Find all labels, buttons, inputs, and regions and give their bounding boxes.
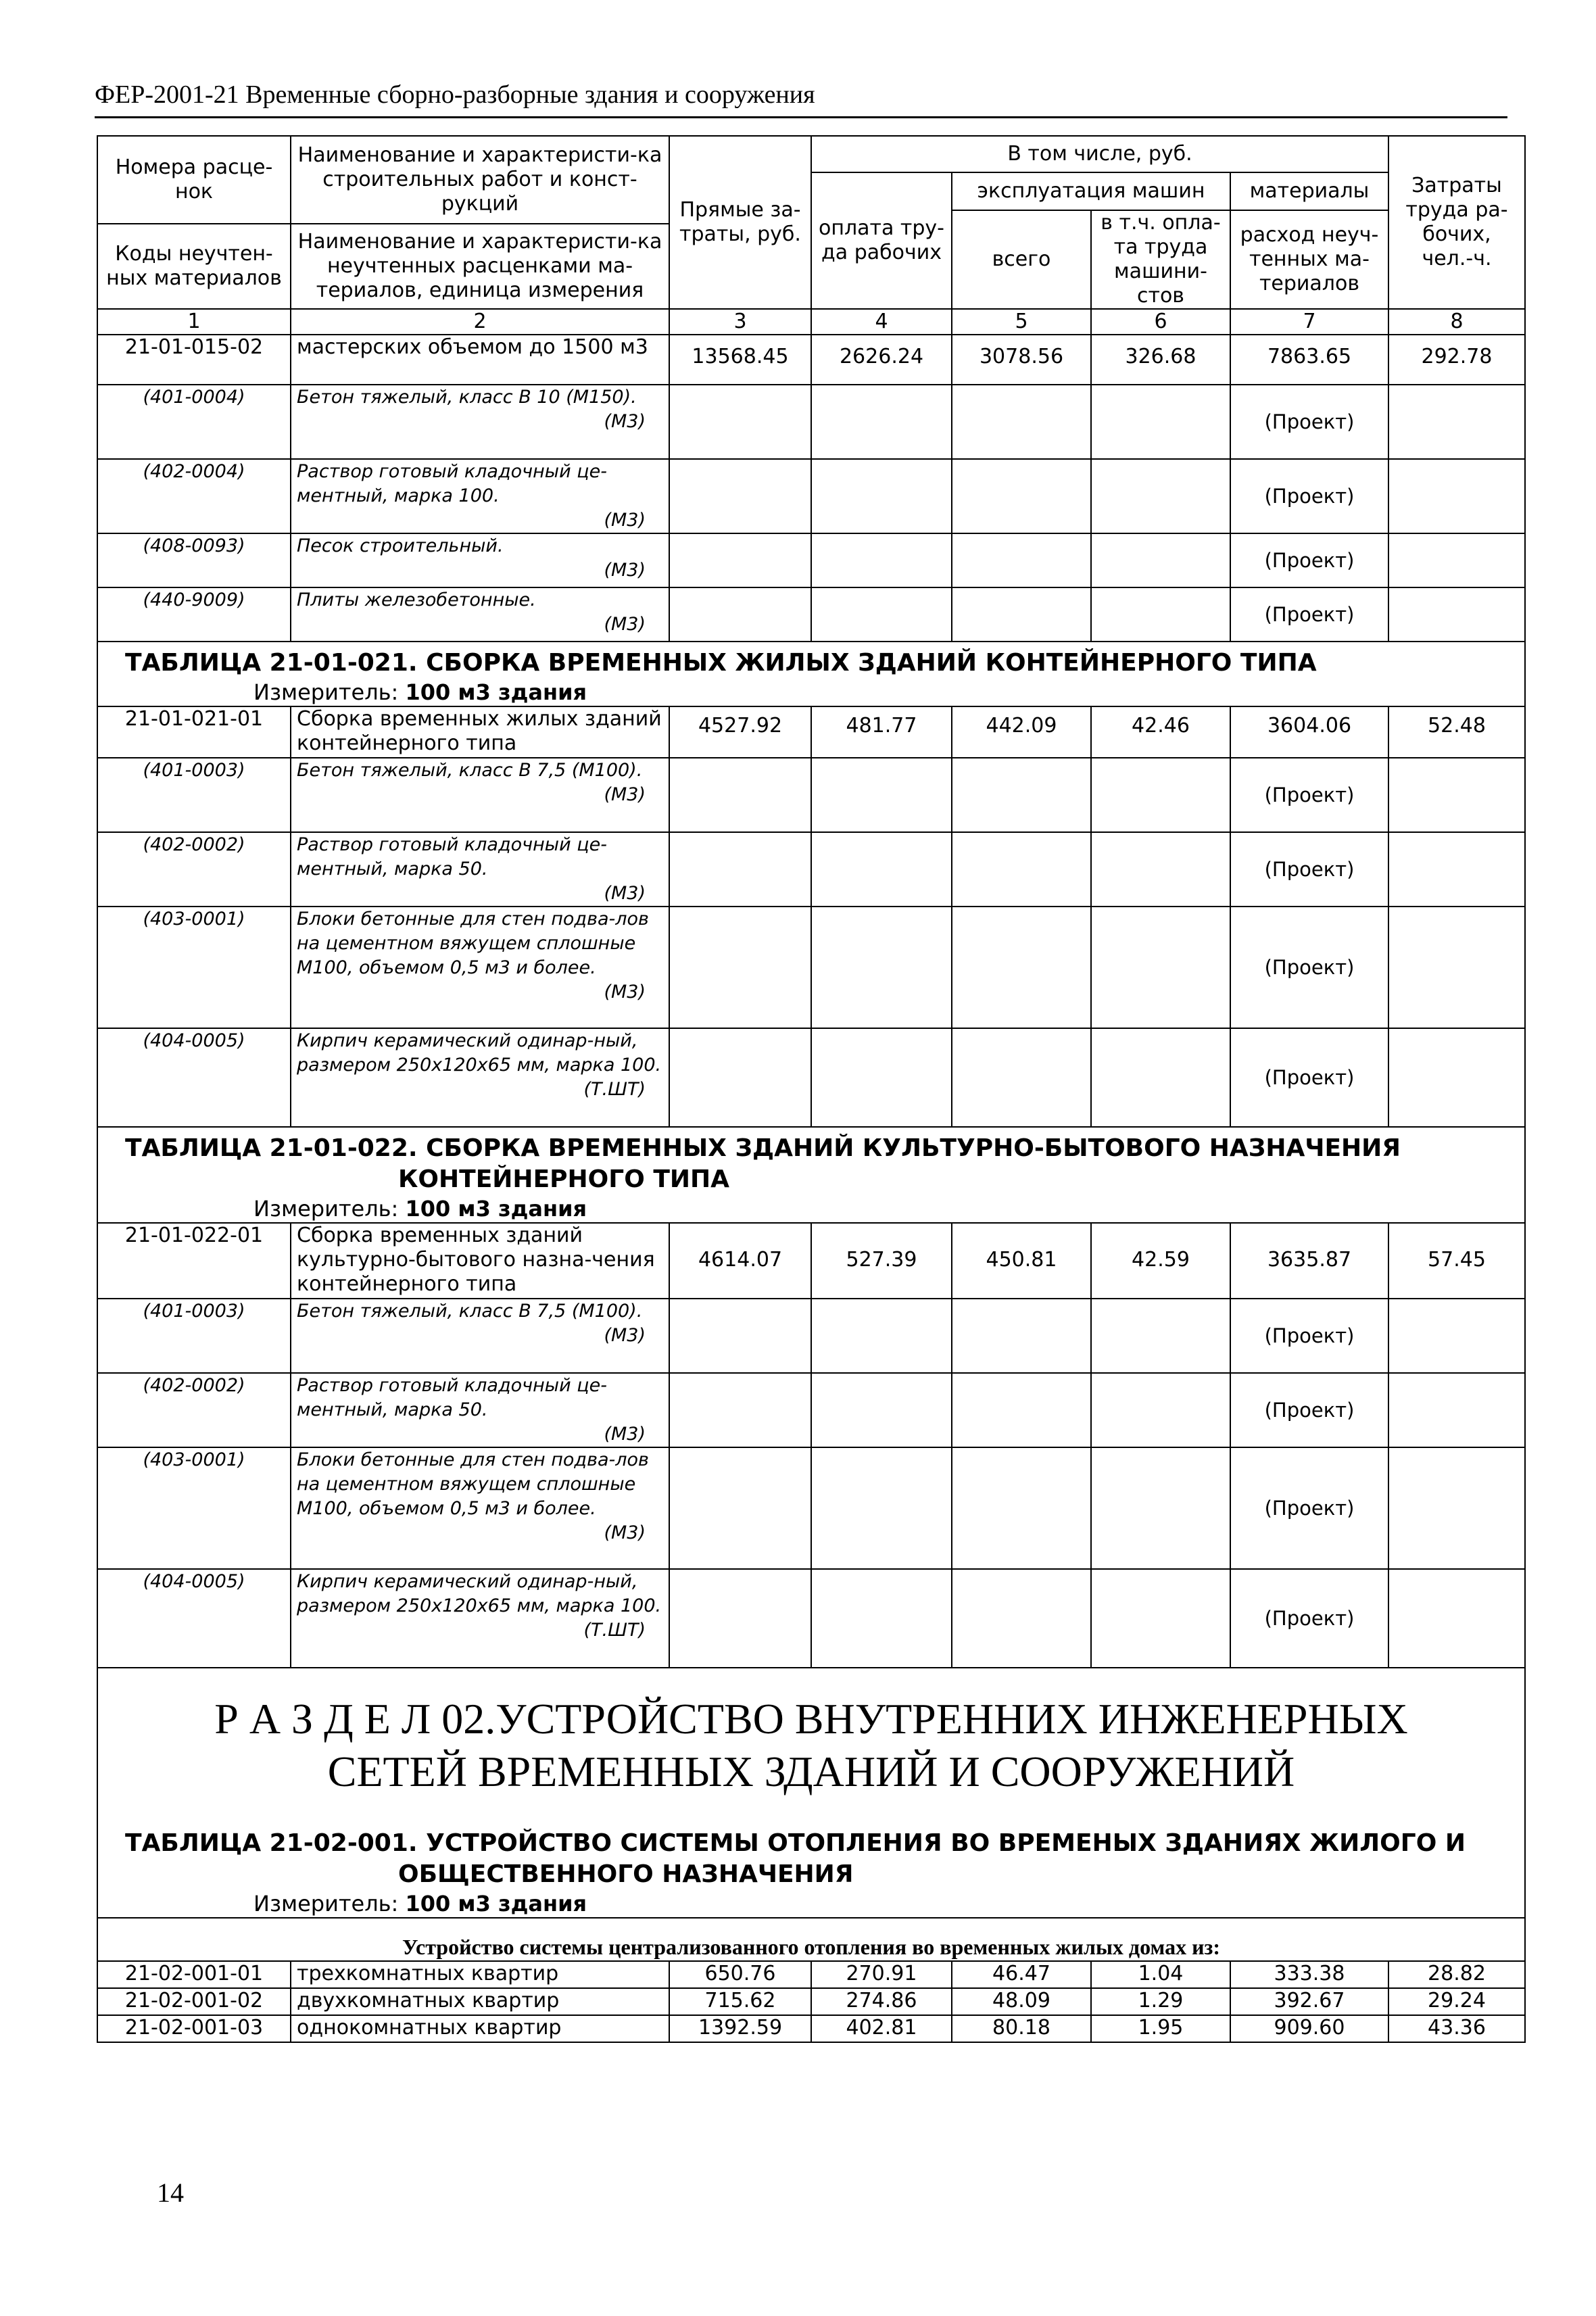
column-number: 1 <box>97 309 291 335</box>
table-title-line: КОНТЕЙНЕРНОГО ТИПА <box>398 1165 730 1193</box>
material-name-text: Кирпич керамический одинар-ный, размером 250х120х65 мм, марка 100. <box>297 1571 662 1616</box>
materials-value: 333.38 <box>1230 1961 1388 1988</box>
material-row <box>97 758 1525 832</box>
meter-value: 100 м3 здания <box>405 679 587 705</box>
material-name-text: Раствор готовый кладочный це-ментный, марка 100. <box>297 461 607 506</box>
material-unit: (М3) <box>604 411 646 432</box>
direct-costs-value: 650.76 <box>669 1961 811 1988</box>
labor-hours-value: 52.48 <box>1388 706 1525 758</box>
material-code: (402-0002) <box>97 832 291 907</box>
material-unit: (Т.ШТ) <box>583 1620 646 1641</box>
material-name <box>291 832 669 907</box>
material-project-value: (Проект) <box>1230 459 1388 533</box>
materials-value: 3604.06 <box>1230 706 1388 758</box>
material-code: (408-0093) <box>97 533 291 587</box>
rate-row <box>97 706 1525 758</box>
materials-value: 909.60 <box>1230 2015 1388 2042</box>
labor-hours-value: 43.36 <box>1388 2015 1525 2042</box>
direct-costs-value: 4527.92 <box>669 706 811 758</box>
machines-total-value: 48.09 <box>952 1988 1091 2015</box>
direct-costs-value: 4614.07 <box>669 1223 811 1299</box>
material-name <box>291 385 669 459</box>
section-row <box>97 1668 1525 1818</box>
material-project-value: (Проект) <box>1230 1299 1388 1373</box>
material-name <box>291 533 669 587</box>
rate-name: однокомнатных квартир <box>291 2015 669 2042</box>
header-direct-costs: Прямые за-траты, руб. <box>669 136 811 309</box>
machinist-pay-value: 1.95 <box>1091 2015 1230 2042</box>
material-code: (402-0004) <box>97 459 291 533</box>
table-subheader: Устройство системы централизованного отопления во временных жилых домах из: <box>97 1918 1525 1961</box>
column-number: 2 <box>291 309 669 335</box>
material-code: (440-9009) <box>97 587 291 642</box>
rate-code: 21-01-015-02 <box>97 335 291 385</box>
machinist-pay-value: 42.46 <box>1091 706 1230 758</box>
header-machinist-pay: в т.ч. опла-та труда машини-стов <box>1091 210 1230 309</box>
material-unit: (М3) <box>604 1522 646 1543</box>
rate-row <box>97 1988 1525 2015</box>
material-code: (403-0001) <box>97 1447 291 1569</box>
machinist-pay-value: 326.68 <box>1091 335 1230 385</box>
column-number: 5 <box>952 309 1091 335</box>
column-number: 6 <box>1091 309 1230 335</box>
rate-name: Сборка временных зданий культурно-бытового назна-чения контейнерного типа <box>291 1223 669 1299</box>
rate-row <box>97 2015 1525 2042</box>
running-head: ФЕР-2001-21 Временные сборно-разборные здания и сооружения <box>95 80 815 109</box>
material-code: (404-0005) <box>97 1569 291 1668</box>
meter-row <box>97 1890 1525 1918</box>
rate-name: трехкомнатных квартир <box>291 1961 669 1988</box>
material-name <box>291 758 669 832</box>
direct-costs-value: 13568.45 <box>669 335 811 385</box>
material-project-value: (Проект) <box>1230 907 1388 1028</box>
material-unit: (М3) <box>604 784 646 805</box>
machinist-pay-value: 1.04 <box>1091 1961 1230 1988</box>
meter-label: Измеритель: <box>253 679 399 705</box>
header-material-names: Наименование и характеристи-ка неучтенных расценками ма-териалов, единица измерения <box>291 224 669 309</box>
material-unit: (М3) <box>604 1424 646 1445</box>
material-unit: (М3) <box>604 1325 646 1346</box>
machines-total-value: 3078.56 <box>952 335 1091 385</box>
rate-name: Сборка временных жилых зданий контейнерного типа <box>291 706 669 758</box>
material-unit: (М3) <box>604 883 646 904</box>
materials-value: 3635.87 <box>1230 1223 1388 1299</box>
material-name <box>291 1447 669 1569</box>
rates-table <box>97 135 1526 2043</box>
material-row <box>97 1299 1525 1373</box>
material-unit: (М3) <box>604 614 646 635</box>
meter-line <box>97 1890 1525 1918</box>
worker-pay-value: 274.86 <box>811 1988 952 2015</box>
header-labor-hours: Затраты труда ра-бочих, чел.-ч. <box>1388 136 1525 309</box>
material-name-text: Раствор готовый кладочный це-ментный, марка 50. <box>297 1375 607 1420</box>
material-name <box>291 459 669 533</box>
meter-label: Измеритель: <box>253 1891 399 1916</box>
meter-line <box>97 679 1525 706</box>
material-name-text: Раствор готовый кладочный це-ментный, марка 50. <box>297 834 607 879</box>
meter-label: Измеритель: <box>253 1196 399 1222</box>
material-name <box>291 1028 669 1127</box>
table-title <box>97 1818 1525 1890</box>
rate-name: мастерских объемом до 1500 м3 <box>291 335 669 385</box>
material-project-value: (Проект) <box>1230 1447 1388 1569</box>
labor-hours-value: 28.82 <box>1388 1961 1525 1988</box>
header-material-codes: Коды неучтен-ных материалов <box>97 224 291 309</box>
material-unit: (М3) <box>604 982 646 1003</box>
subheader-row <box>97 1918 1525 1961</box>
machines-total-value: 442.09 <box>952 706 1091 758</box>
header-materials: материалы <box>1230 172 1388 210</box>
rate-code: 21-02-001-03 <box>97 2015 291 2042</box>
meter-value: 100 м3 здания <box>405 1196 587 1222</box>
materials-value: 392.67 <box>1230 1988 1388 2015</box>
table-title <box>97 1127 1525 1195</box>
table-title: ТАБЛИЦА 21-01-021. СБОРКА ВРЕМЕННЫХ ЖИЛЫХ ЗДАНИЙ КОНТЕЙНЕРНОГО ТИПА <box>97 642 1525 679</box>
rate-row <box>97 1223 1525 1299</box>
material-name-text: Блоки бетонные для стен подва-лов на цементном вяжущем сплошные М100, объемом 0,5 м3 и более. <box>297 1449 649 1519</box>
material-name-text: Блоки бетонные для стен подва-лов на цементном вяжущем сплошные М100, объемом 0,5 м3 и более. <box>297 909 649 978</box>
material-name-text: Бетон тяжелый, класс В 7,5 (М100). <box>297 1301 643 1322</box>
section-heading <box>97 1668 1525 1818</box>
header-work-name: Наименование и характеристи-ка строительных работ и конст-рукций <box>291 136 669 224</box>
material-row <box>97 1569 1525 1668</box>
header-unaccounted-materials: расход неуч-тенных ма-териалов <box>1230 210 1388 309</box>
material-row <box>97 1028 1525 1127</box>
table-title-line: ОБЩЕСТВЕННОГО НАЗНАЧЕНИЯ <box>398 1860 854 1888</box>
machines-total-value: 450.81 <box>952 1223 1091 1299</box>
material-name-text: Песок строительный. <box>297 535 504 556</box>
machinist-pay-value: 42.59 <box>1091 1223 1230 1299</box>
worker-pay-value: 527.39 <box>811 1223 952 1299</box>
material-project-value: (Проект) <box>1230 385 1388 459</box>
table-title-row <box>97 1818 1525 1890</box>
worker-pay-value: 2626.24 <box>811 335 952 385</box>
table-title-line: ТАБЛИЦА 21-01-022. СБОРКА ВРЕМЕННЫХ ЗДАНИЙ КУЛЬТУРНО-БЫТОВОГО НАЗНАЧЕНИЯ <box>125 1134 1401 1162</box>
header-rule <box>95 116 1507 118</box>
header-worker-pay: оплата тру-да рабочих <box>811 172 952 309</box>
worker-pay-value: 402.81 <box>811 2015 952 2042</box>
column-numbers-row <box>97 309 1525 335</box>
column-number: 4 <box>811 309 952 335</box>
direct-costs-value: 1392.59 <box>669 2015 811 2042</box>
material-project-value: (Проект) <box>1230 758 1388 832</box>
machines-total-value: 80.18 <box>952 2015 1091 2042</box>
material-project-value: (Проект) <box>1230 587 1388 642</box>
material-project-value: (Проект) <box>1230 1373 1388 1447</box>
meter-value: 100 м3 здания <box>405 1891 587 1916</box>
material-name <box>291 1569 669 1668</box>
direct-costs-value: 715.62 <box>669 1988 811 2015</box>
header-machines: эксплуатация машин <box>952 172 1230 210</box>
labor-hours-value: 29.24 <box>1388 1988 1525 2015</box>
worker-pay-value: 270.91 <box>811 1961 952 1988</box>
material-name <box>291 1299 669 1373</box>
material-row <box>97 832 1525 907</box>
section-heading-line: СЕТЕЙ ВРЕМЕННЫХ ЗДАНИЙ И СООРУЖЕНИЙ <box>327 1747 1295 1795</box>
labor-hours-value: 57.45 <box>1388 1223 1525 1299</box>
material-code: (401-0003) <box>97 1299 291 1373</box>
column-number: 8 <box>1388 309 1525 335</box>
material-unit: (Т.ШТ) <box>583 1079 646 1100</box>
material-row <box>97 587 1525 642</box>
material-code: (403-0001) <box>97 907 291 1028</box>
rate-row <box>97 1961 1525 1988</box>
material-row <box>97 385 1525 459</box>
rate-code: 21-01-022-01 <box>97 1223 291 1299</box>
labor-hours-value: 292.78 <box>1388 335 1525 385</box>
material-row <box>97 533 1525 587</box>
material-row <box>97 1447 1525 1569</box>
material-code: (401-0004) <box>97 385 291 459</box>
material-unit: (М3) <box>604 510 646 531</box>
header-rate-number: Номера расце-нок <box>97 136 291 224</box>
material-project-value: (Проект) <box>1230 533 1388 587</box>
meter-line <box>97 1195 1525 1223</box>
rate-code: 21-02-001-01 <box>97 1961 291 1988</box>
machinist-pay-value: 1.29 <box>1091 1988 1230 2015</box>
material-name <box>291 587 669 642</box>
column-number: 3 <box>669 309 811 335</box>
page-number: 14 <box>157 2177 184 2208</box>
header-including: В том числе, руб. <box>811 136 1388 172</box>
meter-row <box>97 679 1525 706</box>
material-project-value: (Проект) <box>1230 1028 1388 1127</box>
rate-code: 21-02-001-02 <box>97 1988 291 2015</box>
material-name <box>291 1373 669 1447</box>
rate-name: двухкомнатных квартир <box>291 1988 669 2015</box>
table-title-row <box>97 642 1525 679</box>
worker-pay-value: 481.77 <box>811 706 952 758</box>
material-row <box>97 907 1525 1028</box>
table-title-row <box>97 1127 1525 1195</box>
header-machines-total: всего <box>952 210 1091 309</box>
material-project-value: (Проект) <box>1230 832 1388 907</box>
material-row <box>97 1373 1525 1447</box>
material-name-text: Бетон тяжелый, класс В 10 (М150). <box>297 387 637 408</box>
section-heading-line: Р А З Д Е Л 02.УСТРОЙСТВО ВНУТРЕННИХ ИНЖЕНЕРНЫХ <box>214 1695 1408 1743</box>
material-name-text: Кирпич керамический одинар-ный, размером 250х120х65 мм, марка 100. <box>297 1030 662 1076</box>
meter-row <box>97 1195 1525 1223</box>
column-number: 7 <box>1230 309 1388 335</box>
material-name-text: Бетон тяжелый, класс В 7,5 (М100). <box>297 760 643 781</box>
material-project-value: (Проект) <box>1230 1569 1388 1668</box>
table-title-line: ТАБЛИЦА 21-02-001. УСТРОЙСТВО СИСТЕМЫ ОТОПЛЕНИЯ ВО ВРЕМЕНЫХ ЗДАНИЯХ ЖИЛОГО И <box>125 1829 1466 1857</box>
rate-row <box>97 335 1525 385</box>
rate-code: 21-01-021-01 <box>97 706 291 758</box>
header-row-1 <box>97 136 1525 172</box>
material-unit: (М3) <box>604 560 646 581</box>
material-name <box>291 907 669 1028</box>
material-code: (402-0002) <box>97 1373 291 1447</box>
material-row <box>97 459 1525 533</box>
materials-value: 7863.65 <box>1230 335 1388 385</box>
material-code: (401-0003) <box>97 758 291 832</box>
material-name-text: Плиты железобетонные. <box>297 589 536 610</box>
material-code: (404-0005) <box>97 1028 291 1127</box>
machines-total-value: 46.47 <box>952 1961 1091 1988</box>
